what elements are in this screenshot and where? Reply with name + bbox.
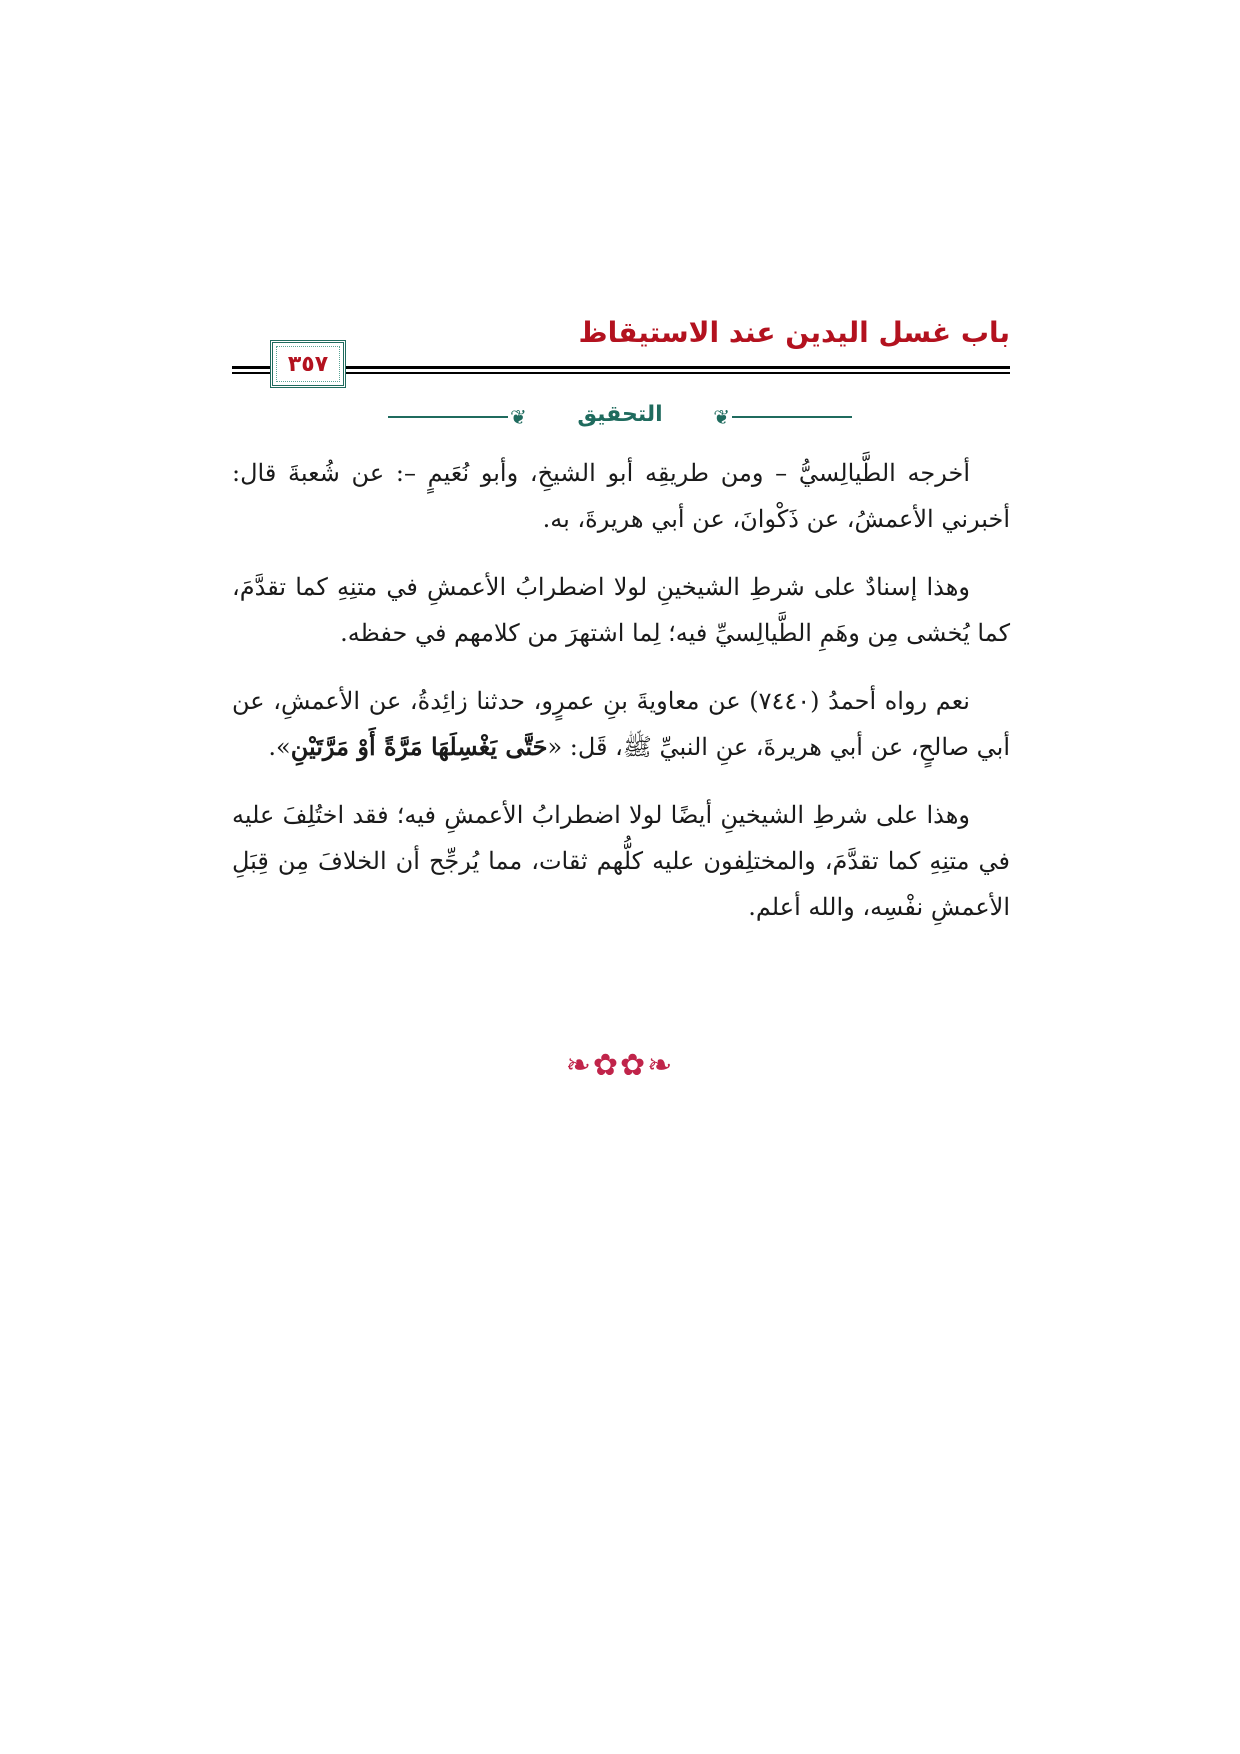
section-line-right: [732, 416, 852, 418]
paragraph-with-hadith: [232, 678, 1010, 770]
section-heading: [388, 402, 852, 432]
paragraph: أخرجه الطَّيالِسيُّ – ومن طريقِه أبو الشيخِ، وأبو نُعَيمٍ –: عن شُعبةَ قال: أخبرني الأعمشُ، عن ذَكْوانَ، عن أبي هريرةَ، به.: [232, 459, 1010, 533]
page-number: ٣٥٧: [287, 351, 329, 377]
header-rule-thick: [232, 366, 1010, 369]
header-rule-thin: [232, 372, 1010, 374]
chapter-title: باب غسل اليدين عند الاستيقاظ: [578, 316, 1010, 349]
page-number-frame: [270, 340, 346, 388]
section-title: التحقيق: [577, 402, 663, 427]
floral-scroll-icon: ❦: [510, 405, 527, 429]
paragraph-text: نعم رواه أحمدُ (٧٤٤٠) عن معاويةَ بنِ عمرٍو، حدثنا زائِدةُ، عن الأعمشِ، عن أبي صالحٍ، عن أبي هريرةَ، عنِ النبيِّ ﷺ، قَل: «: [232, 687, 1010, 761]
page-header: [232, 316, 1010, 386]
hadith-quote: حَتَّى يَغْسِلَهَا مَرَّةً أَوْ مَرَّتَيْنِ: [290, 732, 548, 761]
body-text: [232, 450, 1010, 952]
paragraph: وهذا إسنادٌ على شرطِ الشيخينِ لولا اضطرابُ الأعمشِ في متنِهِ كما تقدَّمَ، كما يُخشى مِن وهَمِ الطَّيالِسيِّ فيه؛ لِما اشتهرَ من كلامهم في حفظه.: [232, 573, 1010, 647]
floral-scroll-icon: ❦: [713, 405, 730, 429]
paragraph: وهذا على شرطِ الشيخينِ أيضًا لولا اضطرابُ الأعمشِ فيه؛ فقد اختُلِفَ عليه في متنِهِ كما تقدَّمَ، والمختلِفون عليه كلُّهم ثقات، مما يُرجِّح أن الخلافَ مِن قِبَلِ الأعمشِ نفْسِه، والله أعلم.: [232, 801, 1011, 921]
floral-rosette-icon: ❧✿✿❧: [565, 1048, 675, 1083]
paragraph-text-end: ».: [268, 733, 291, 761]
